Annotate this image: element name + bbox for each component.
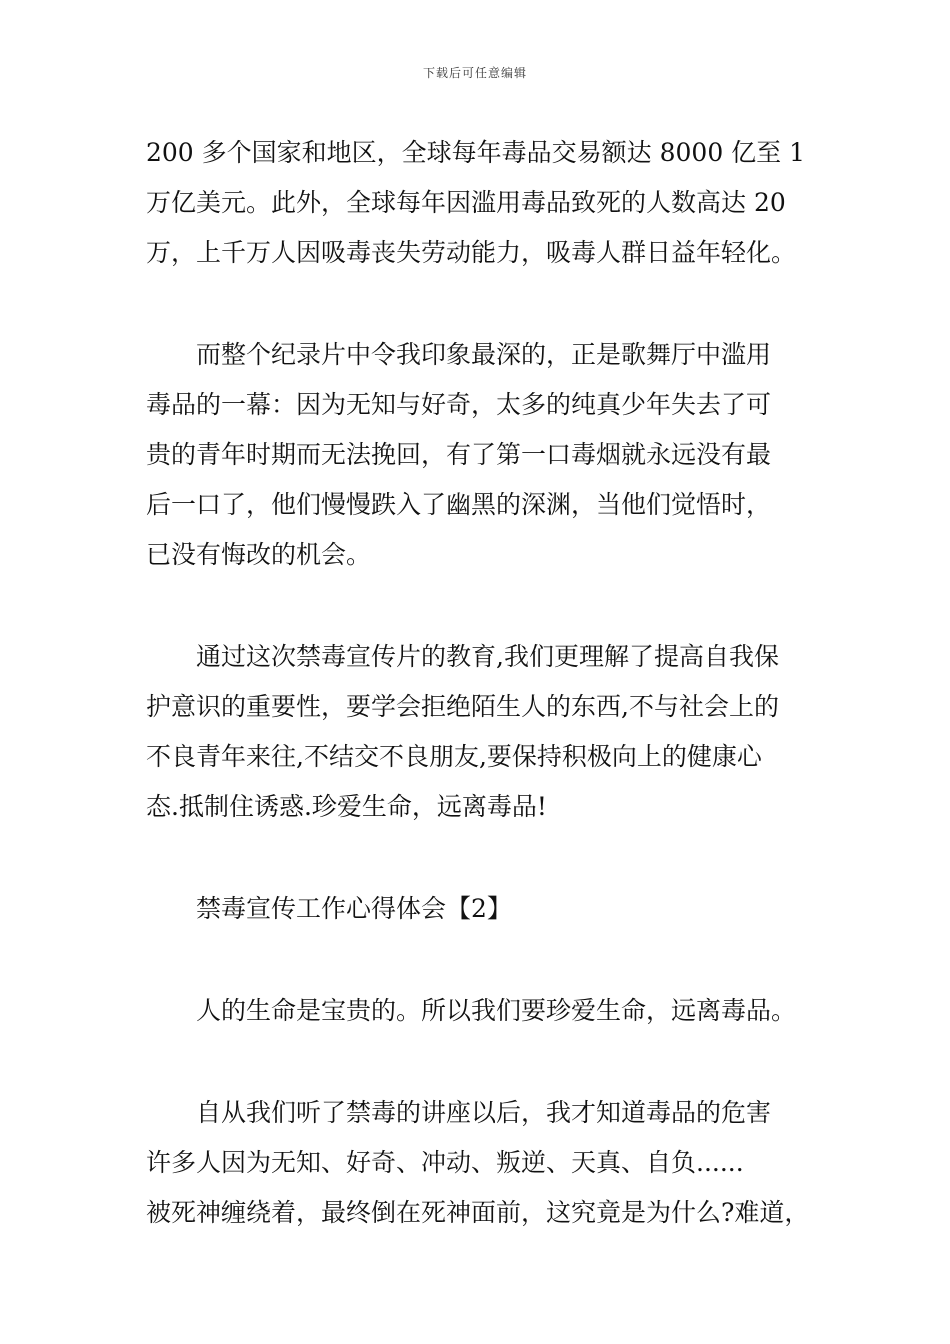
paragraph-drug-statistics [146,128,836,278]
section-heading [146,884,836,934]
text-line: 万，上千万人因吸毒丧失劳动能力，吸毒人群日益年轻化。 [146,238,797,267]
paragraph-life-precious [146,986,836,1036]
text-line: 后一口了，他们慢慢跌入了幽黑的深渊，当他们觉悟时， [146,490,772,519]
section-title: 禁毒宣传工作心得体会【2】 [196,894,512,923]
text-line: 已没有悔改的机会。 [146,540,372,569]
text-line: 贵的青年时期而无法挽回，有了第一口毒烟就永远没有最 [146,440,772,469]
text-line: 被死神缠绕着，最终倒在死神面前，这究竟是为什么?难道， [146,1198,810,1227]
text-line: 态.抵制住诱惑.珍爱生命，远离毒品! [146,792,547,821]
text-line: 自从我们听了禁毒的讲座以后，我才知道毒品的危害 [196,1098,772,1127]
text-line: 万亿美元。此外，全球每年因滥用毒品致死的人数高达 20 [146,188,786,217]
paragraph-lecture-reflection [146,1088,836,1238]
text-line: 许多人因为无知、好奇、冲动、叛逆、天真、自负...... [146,1148,744,1177]
paragraph-documentary-impression [146,330,836,580]
text-line: 护意识的重要性，要学会拒绝陌生人的东西,不与社会上的 [146,692,779,721]
text-line: 不良青年来往,不结交不良朋友,要保持积极向上的健康心 [146,742,762,771]
page-header: 下载后可任意编辑 [422,66,527,80]
text-line: 200 多个国家和地区，全球每年毒品交易额达 8000 亿至 1 [146,138,806,167]
text-line: 而整个纪录片中令我印象最深的，正是歌舞厅中滥用 [196,340,772,369]
text-line: 通过这次禁毒宣传片的教育,我们更理解了提高自我保 [196,642,779,671]
text-line: 人的生命是宝贵的。所以我们要珍爱生命，远离毒品。 [196,996,797,1025]
text-line: 毒品的一幕：因为无知与好奇，太多的纯真少年失去了可 [146,390,772,419]
document-body [146,128,836,1290]
paragraph-education-lesson [146,632,836,832]
